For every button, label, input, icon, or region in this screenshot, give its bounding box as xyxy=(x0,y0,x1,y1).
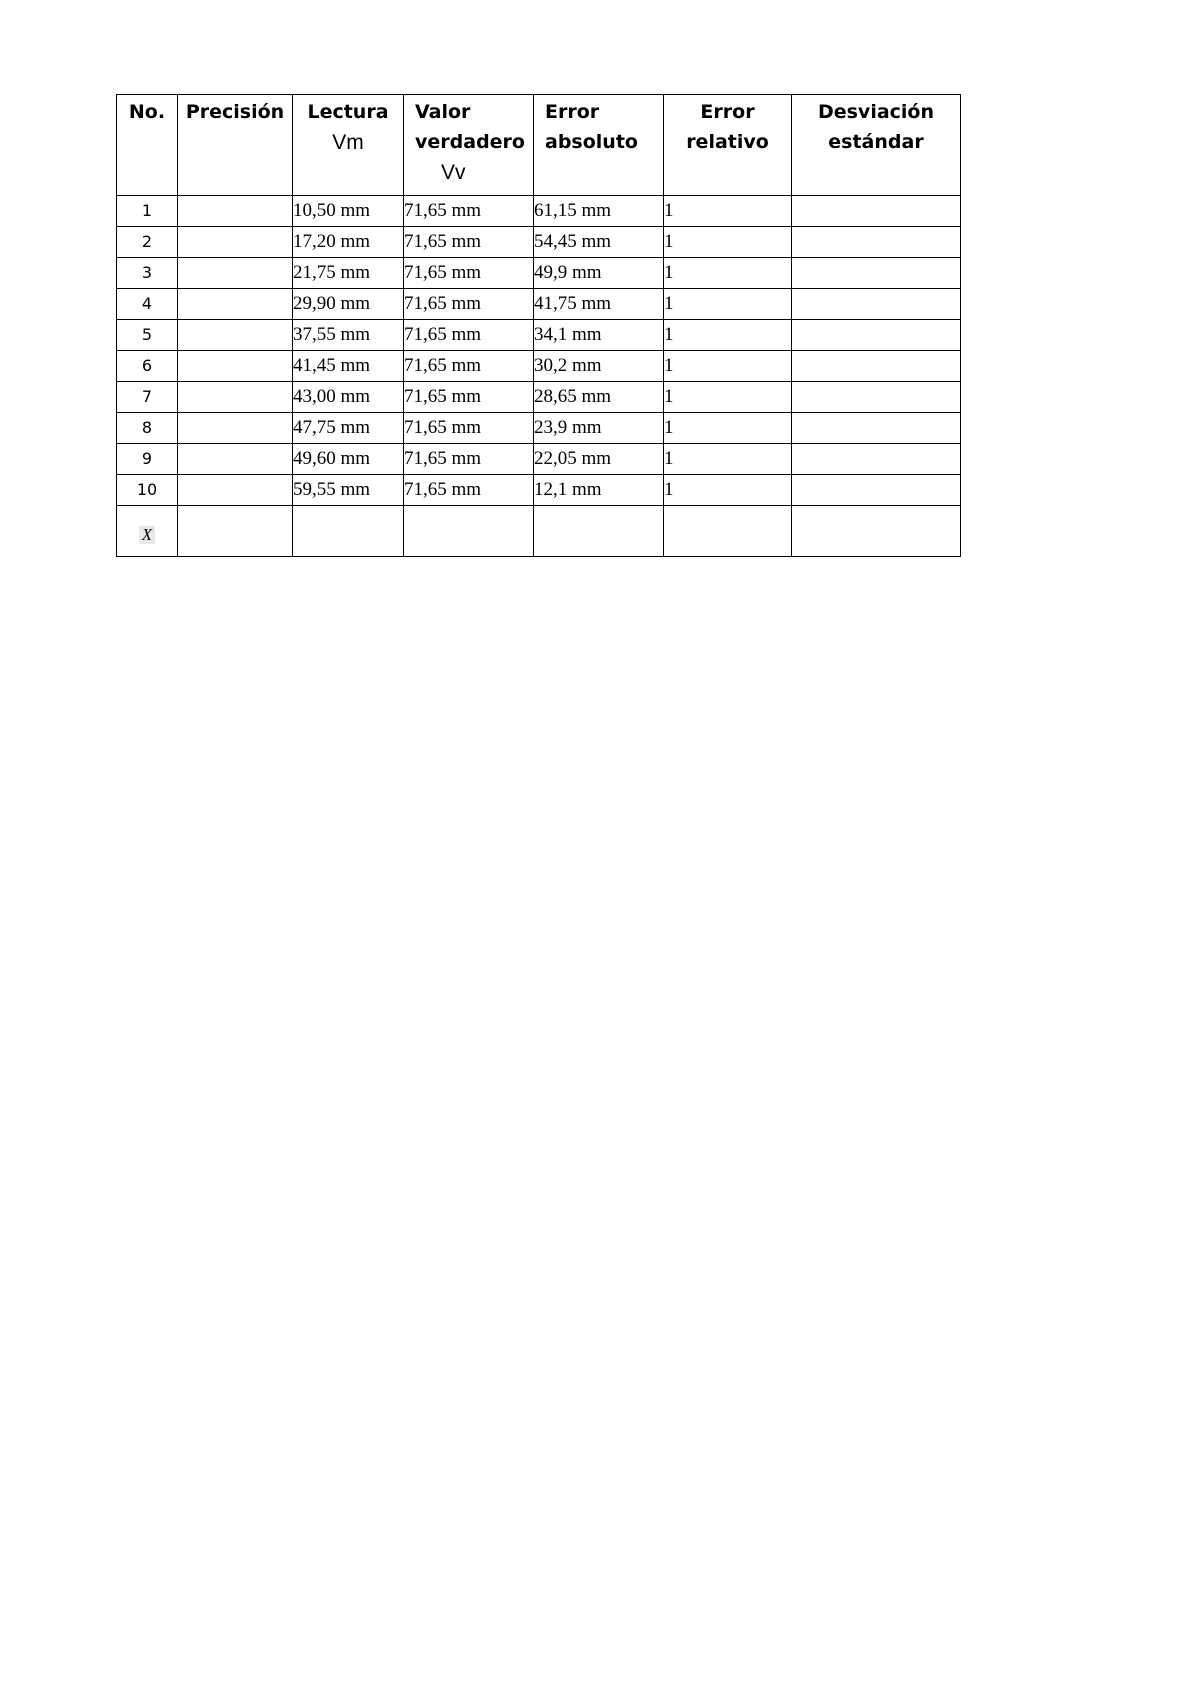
cell-valor-verdadero: 71,65 mm xyxy=(404,351,534,382)
header-no xyxy=(117,95,178,196)
cell-desviacion xyxy=(792,351,961,382)
table-row xyxy=(117,413,961,444)
header-valor-line2: verdadero xyxy=(415,131,525,153)
cell-error-relativo: 1 xyxy=(664,444,792,475)
cell-no: 7 xyxy=(117,382,178,413)
cell-no: 4 xyxy=(117,289,178,320)
header-lectura-label: Lectura xyxy=(307,101,389,123)
cell-valor-verdadero: 71,65 mm xyxy=(404,320,534,351)
header-precision xyxy=(178,95,293,196)
cell-precision xyxy=(178,382,293,413)
cell-mean-desviacion xyxy=(792,506,961,557)
header-precision-label: Precisión xyxy=(185,101,285,123)
cell-precision xyxy=(178,289,293,320)
cell-error-absoluto: 41,75 mm xyxy=(534,289,664,320)
table-row xyxy=(117,320,961,351)
cell-error-absoluto: 28,65 mm xyxy=(534,382,664,413)
measurement-table xyxy=(116,94,961,557)
header-error-abs-line2: absoluto xyxy=(545,131,638,153)
cell-mean-error-relativo xyxy=(664,506,792,557)
cell-lectura: 41,45 mm xyxy=(293,351,404,382)
cell-error-absoluto: 30,2 mm xyxy=(534,351,664,382)
cell-error-absoluto: 54,45 mm xyxy=(534,227,664,258)
cell-no: 5 xyxy=(117,320,178,351)
cell-mean-valor xyxy=(404,506,534,557)
header-error-rel-line1: Error xyxy=(700,101,755,123)
cell-precision xyxy=(178,351,293,382)
cell-lectura: 37,55 mm xyxy=(293,320,404,351)
cell-mean-error-absoluto xyxy=(534,506,664,557)
header-lectura-symbol: Vm xyxy=(332,131,364,154)
cell-precision xyxy=(178,196,293,227)
table-row xyxy=(117,351,961,382)
cell-desviacion xyxy=(792,258,961,289)
cell-valor-verdadero: 71,65 mm xyxy=(404,258,534,289)
table-row xyxy=(117,444,961,475)
cell-error-absoluto: 34,1 mm xyxy=(534,320,664,351)
cell-lectura: 59,55 mm xyxy=(293,475,404,506)
table-row xyxy=(117,289,961,320)
cell-error-relativo: 1 xyxy=(664,258,792,289)
cell-error-relativo: 1 xyxy=(664,227,792,258)
table-row xyxy=(117,227,961,258)
cell-error-absoluto: 22,05 mm xyxy=(534,444,664,475)
cell-mean-precision xyxy=(178,506,293,557)
cell-precision xyxy=(178,444,293,475)
cell-error-relativo: 1 xyxy=(664,320,792,351)
table-row xyxy=(117,196,961,227)
cell-desviacion xyxy=(792,444,961,475)
cell-valor-verdadero: 71,65 mm xyxy=(404,227,534,258)
cell-lectura: 10,50 mm xyxy=(293,196,404,227)
cell-error-relativo: 1 xyxy=(664,413,792,444)
header-valor-verdadero xyxy=(404,95,534,196)
cell-error-relativo: 1 xyxy=(664,351,792,382)
cell-no: 3 xyxy=(117,258,178,289)
header-valor-symbol: Vv xyxy=(441,161,466,184)
cell-valor-verdadero: 71,65 mm xyxy=(404,413,534,444)
header-desv-line1: Desviación xyxy=(817,101,935,123)
table-row xyxy=(117,382,961,413)
cell-mean-lectura xyxy=(293,506,404,557)
cell-precision xyxy=(178,413,293,444)
cell-error-relativo: 1 xyxy=(664,475,792,506)
cell-desviacion xyxy=(792,196,961,227)
header-lectura xyxy=(293,95,404,196)
cell-valor-verdadero: 71,65 mm xyxy=(404,444,534,475)
cell-no: 10 xyxy=(117,475,178,506)
cell-lectura: 29,90 mm xyxy=(293,289,404,320)
table-row xyxy=(117,475,961,506)
cell-precision xyxy=(178,258,293,289)
cell-error-absoluto: 12,1 mm xyxy=(534,475,664,506)
cell-no: 6 xyxy=(117,351,178,382)
cell-precision xyxy=(178,475,293,506)
cell-error-relativo: 1 xyxy=(664,196,792,227)
cell-valor-verdadero: 71,65 mm xyxy=(404,382,534,413)
cell-precision xyxy=(178,227,293,258)
cell-lectura: 17,20 mm xyxy=(293,227,404,258)
mean-row xyxy=(117,506,961,557)
cell-desviacion xyxy=(792,413,961,444)
cell-error-relativo: 1 xyxy=(664,382,792,413)
cell-lectura: 47,75 mm xyxy=(293,413,404,444)
cell-mean-symbol xyxy=(117,506,178,557)
cell-no: 2 xyxy=(117,227,178,258)
table-row xyxy=(117,258,961,289)
header-no-label: No. xyxy=(128,101,166,123)
cell-no: 1 xyxy=(117,196,178,227)
header-valor-line1: Valor xyxy=(415,101,471,123)
cell-desviacion xyxy=(792,475,961,506)
cell-valor-verdadero: 71,65 mm xyxy=(404,289,534,320)
cell-desviacion xyxy=(792,289,961,320)
cell-error-relativo: 1 xyxy=(664,289,792,320)
cell-no: 9 xyxy=(117,444,178,475)
cell-error-absoluto: 49,9 mm xyxy=(534,258,664,289)
cell-lectura: 21,75 mm xyxy=(293,258,404,289)
cell-valor-verdadero: 71,65 mm xyxy=(404,475,534,506)
header-desviacion-estandar xyxy=(792,95,961,196)
header-error-absoluto xyxy=(534,95,664,196)
cell-no: 8 xyxy=(117,413,178,444)
header-desv-line2: estándar xyxy=(828,131,924,153)
cell-valor-verdadero: 71,65 mm xyxy=(404,196,534,227)
cell-lectura: 43,00 mm xyxy=(293,382,404,413)
header-error-rel-line2: relativo xyxy=(686,131,769,153)
header-error-relativo xyxy=(664,95,792,196)
header-error-abs-line1: Error xyxy=(545,101,600,123)
header-row xyxy=(117,95,961,196)
cell-error-absoluto: 23,9 mm xyxy=(534,413,664,444)
mean-x-symbol: X xyxy=(139,526,155,544)
cell-lectura: 49,60 mm xyxy=(293,444,404,475)
cell-error-absoluto: 61,15 mm xyxy=(534,196,664,227)
cell-desviacion xyxy=(792,382,961,413)
cell-precision xyxy=(178,320,293,351)
cell-desviacion xyxy=(792,320,961,351)
cell-desviacion xyxy=(792,227,961,258)
